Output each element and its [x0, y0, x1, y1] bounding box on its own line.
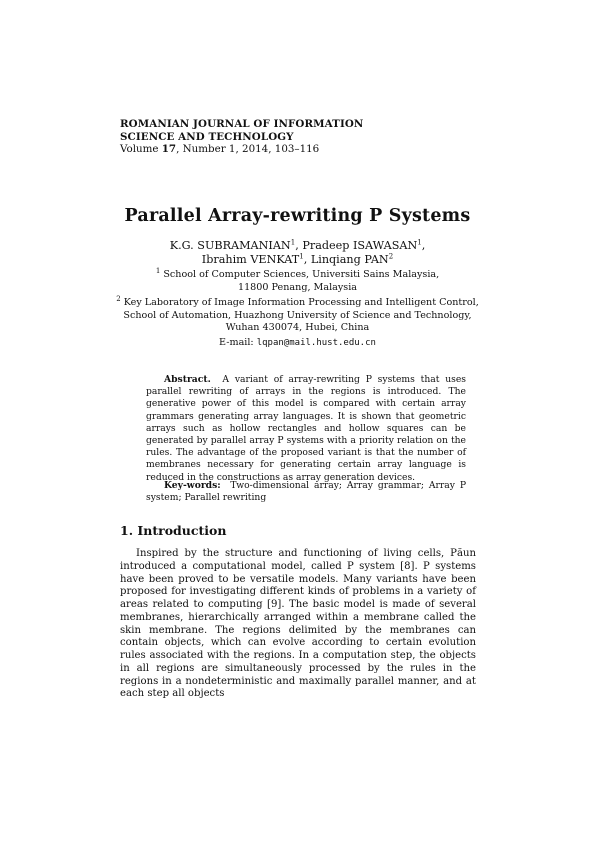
affiliation-mark: 2	[116, 294, 121, 303]
keywords-text: Two-dimensional array; Array grammar; Array P system; Parallel rewriting	[146, 480, 466, 504]
volume-suffix: , Number 1, 2014, 103–116	[176, 143, 320, 155]
affiliation-line	[60, 266, 535, 282]
affiliation-mark: 1	[299, 252, 304, 261]
affiliation-mark: 1	[290, 238, 296, 247]
affiliation-line: Wuhan 430074, Hubei, China	[225, 322, 370, 334]
affiliation-mark: 1	[417, 238, 422, 247]
affiliation-mark: 2	[388, 252, 394, 261]
journal-name-line2: SCIENCE AND TECHNOLOGY	[120, 130, 294, 143]
email-address[interactable]: lqpan@mail.hust.edu.cn	[256, 338, 376, 348]
affiliation-line	[60, 294, 535, 310]
section-heading-introduction: 1. Introduction	[120, 523, 227, 538]
abstract-label: Abstract.	[164, 374, 211, 385]
journal-header	[120, 118, 480, 156]
journal-volume-info	[120, 143, 480, 156]
affiliation-line: School of Automation, Huazhong University of Science and Technology,	[123, 309, 472, 321]
affiliation-text: Key Laboratory of Image Information Processing and Intelligent Control,	[123, 297, 479, 308]
journal-name-line1: ROMANIAN JOURNAL OF INFORMATION	[120, 118, 364, 130]
affiliation-text: School of Computer Sciences, Universiti Sains Malaysia,	[163, 269, 440, 280]
volume-number: 17	[161, 143, 177, 155]
abstract	[146, 374, 466, 484]
affiliation-2	[60, 294, 535, 335]
author-name: Ibrahim VENKAT	[201, 253, 300, 266]
contact-email	[60, 337, 535, 348]
email-label: E-mail:	[219, 337, 257, 348]
author-name: Linqiang PAN	[310, 253, 389, 266]
paper-title: Parallel Array-rewriting P Systems	[124, 206, 471, 226]
affiliation-line: 11800 Penang, Malaysia	[237, 281, 358, 293]
affiliation-1	[60, 266, 535, 294]
author-line-1: K.G. SUBRAMANIAN$^1$, Pradeep ISAWASAN$^1$,	[169, 238, 426, 252]
affiliation-mark: 1	[155, 266, 161, 275]
abstract-text: A variant of array-rewriting P systems that uses parallel rewriting of arrays in the regions is introduced. The generative power of this model is compared with certain array grammars generating array languages. It is shown that geometric arrays such as hollow rectangles and hollow squares can be generated by parallel array P systems with a priority relation on the rules. The advantage of the proposed variant is that the number of membranes necessary for generating certain array language is reduced in the constructions as array generation devices.	[146, 374, 466, 483]
volume-prefix: Volume	[120, 143, 162, 155]
author-list	[60, 239, 535, 267]
author-name: Pradeep ISAWASAN	[302, 239, 418, 252]
author-line-2: Ibrahim VENKAT$^1$, Linqiang PAN$^2$	[201, 252, 394, 266]
keywords-label: Key-words:	[164, 480, 221, 491]
keywords	[146, 480, 466, 504]
author-name: K.G. SUBRAMANIAN	[169, 239, 291, 252]
introduction-paragraph: Inspired by the structure and functioning of living cells, Păun introduced a computational model, called P system [8]. P systems have been proved to be versatile models. Many variants have been proposed for investigating different kinds of problems in a variety of areas related to computing [9]. The basic model is made of several membranes, hierarchically arranged within a membrane called the skin membrane. The regions delimited by the membranes can contain objects, which can evolve according to certain evolution rules associated with the regions. In a computation step, the objects in all regions are simultaneously processed by the rules in the regions in a nondeterministic and maximally parallel manner, and at each step all objects	[120, 548, 476, 700]
